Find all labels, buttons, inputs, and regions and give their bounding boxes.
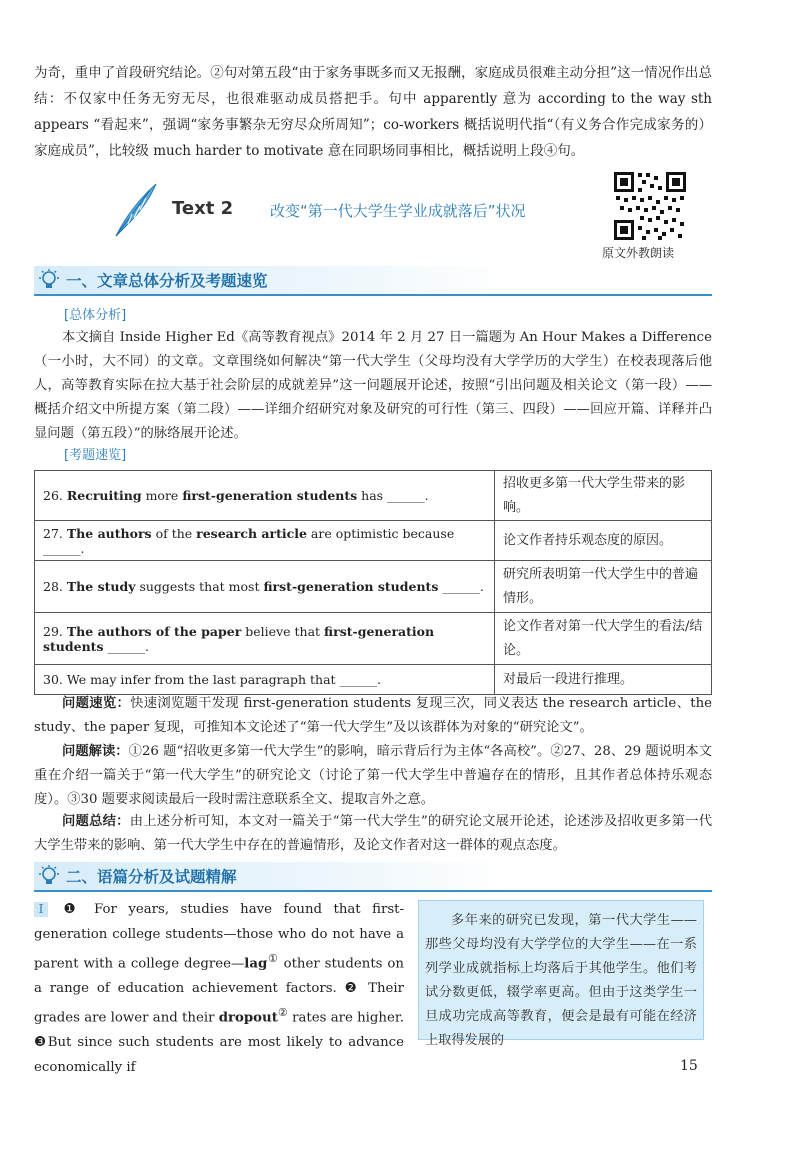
question-explain-paragraph: 问题解读：①26 题“招收更多第一代大学生”的影响，暗示背后行为主体“各高校”。②27、28、29 题说明本文重在介绍一篇关于“第一代大学生”的研究论文（讨论了第一代大学生中普遍存在的情形，且其作者总体持乐观态度）。③30 题要求阅读最后一段时需注意联系全文、提取言外之意。 xyxy=(34,744,712,807)
qr-caption: 原文外教朗读 xyxy=(602,246,675,260)
question-en: 30. We may infer from the last paragraph that ______. xyxy=(35,665,495,695)
section1-title: 一、文章总体分析及考题速览 xyxy=(66,272,268,290)
table-row xyxy=(35,613,712,665)
question-zh: 论文作者对第一代大学生的看法/结论。 xyxy=(495,613,712,665)
quick-preview-paragraph: 问题速览：快速浏览题干发现 first-generation students 复现三次，同义表达 the research article、the study、the paper 复现，可推知本文论述了“第一代大学生”及以该群体为对象的“研究论文”。 xyxy=(34,696,712,735)
text2-label: Text 2 xyxy=(172,198,234,219)
overview-tag: [总体分析] xyxy=(64,308,127,323)
question-en: 29. The authors of the paper believe that first-generation students ______. xyxy=(35,613,495,665)
question-en: 26. Recruiting more first-generation students has ______. xyxy=(35,471,495,521)
question-en: 28. The study suggests that most first-generation students ______. xyxy=(35,561,495,613)
section2-title: 二、语篇分析及试题精解 xyxy=(66,868,237,886)
table-row xyxy=(35,561,712,613)
paragraph-marker: I xyxy=(34,902,48,917)
passage-paragraph-1: I ❶ For years, studies have found that first-generation college students—those who do not have a parent with a college degree—lag① other students on a range of education achievement factors. ❷ Their grades are lower and their dropout② rates are higher. ❸But since such students are most likely to advance economically if xyxy=(34,902,405,1075)
lightbulb-icon xyxy=(36,268,62,292)
section1-header xyxy=(34,266,712,296)
question-summary-paragraph: 问题总结：由上述分析可知，本文对一篇关于“第一代大学生”的研究论文展开论述，论述涉及招收更多第一代大学生带来的影响、第一代大学生中存在的普遍情形，及论文作者对这一群体的观点态度。 xyxy=(34,814,712,853)
overview-text: 本文摘自 Inside Higher Ed《高等教育视点》2014 年 2 月 27 日一篇题为 An Hour Makes a Difference（一小时，大不同）的文章。文章围绕如何解决“第一代大学生（父母均没有大学学历的大学生）在校表现落后他人，高等教育实际在拉大基于社会阶层的成就差异”这一问题展开论述，按照“引出问题及相关论文（第一段）——概括介绍文中所提方案（第二段）——详细介绍研究对象及研究的可行性（第三、四段）——回应开篇、详释并凸显问题（第五段）”的脉络展开论述。 xyxy=(34,330,712,441)
table-row xyxy=(35,471,712,521)
question-en: 27. The authors of the research article are optimistic because ______. xyxy=(35,521,495,561)
qr-code-icon[interactable] xyxy=(612,170,688,242)
question-zh: 对最后一段进行推理。 xyxy=(495,665,712,695)
translation-box: 多年来的研究已发现，第一代大学生——那些父母均没有大学学位的大学生——在一系列学业成就指标上均落后于其他学生。他们考试分数更低，辍学率更高。但由于这类学生一旦成功完成高等教育，便会是最有可能在经济上取得发展的 xyxy=(418,900,704,1040)
page-number: 15 xyxy=(680,1058,698,1074)
lightbulb-icon xyxy=(36,864,62,888)
question-zh: 招收更多第一代大学生带来的影响。 xyxy=(495,471,712,521)
table-row xyxy=(35,521,712,561)
question-preview-table xyxy=(34,470,712,695)
table-row xyxy=(35,665,712,695)
feather-pen-icon xyxy=(110,180,160,240)
intro-paragraph: 为奇，重申了首段研究结论。②句对第五段“由于家务事既多而又无报酬，家庭成员很难主动分担”这一情况作出总结：不仅家中任务无穷无尽，也很难驱动成员搭把手。句中 apparently 意为 according to the way sth appears “看起来”，强调“家务事繁杂无穷尽众所周知”；co-workers 概括说明代指“（有义务合作完成家务的）家庭成员”，比较级 much harder to motivate 意在同职场同事相比，概括说明上段④句。 xyxy=(34,65,712,159)
question-zh: 论文作者持乐观态度的原因。 xyxy=(495,521,712,561)
section2-header xyxy=(34,862,712,892)
text2-title: 改变“第一代大学生学业成就落后”状况 xyxy=(270,202,526,220)
question-zh: 研究所表明第一代大学生中的普遍情形。 xyxy=(495,561,712,613)
preview-tag: [考题速览] xyxy=(64,448,127,463)
text2-heading xyxy=(110,180,610,240)
